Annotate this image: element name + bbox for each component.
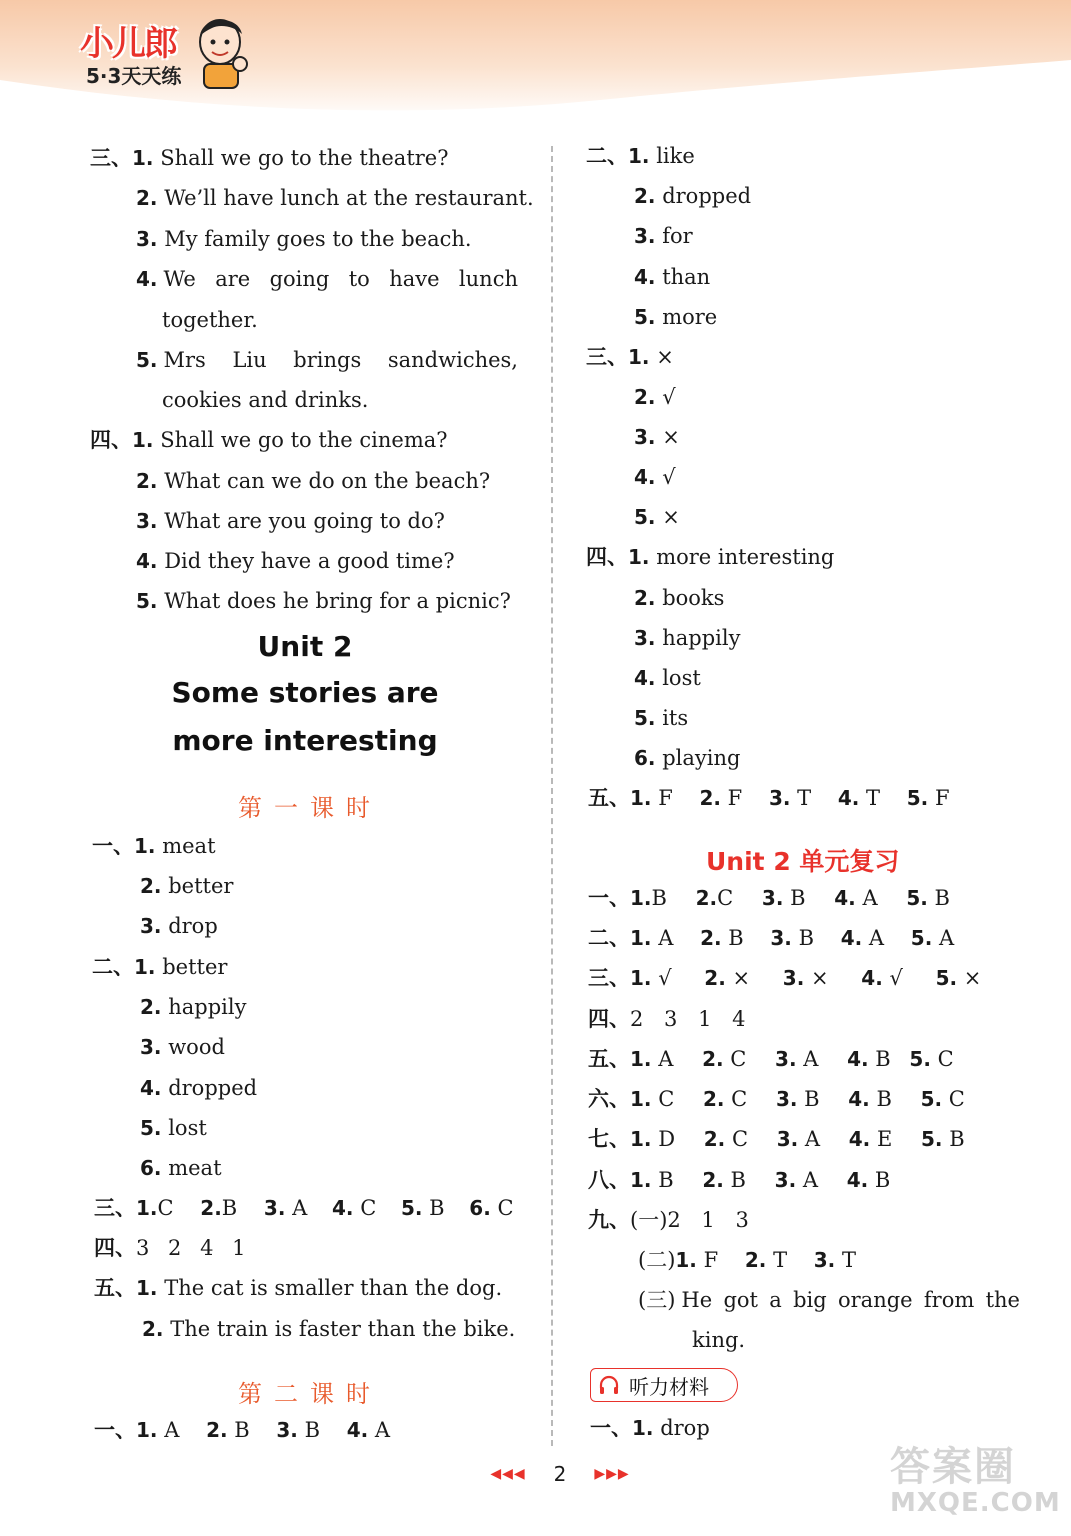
listen-s1-item-1: 一、1. drop — [590, 1416, 710, 1440]
mascot-icon — [190, 12, 254, 92]
r-s2-item-2: 2. dropped — [634, 184, 752, 208]
logo-subtitle: 5·3天天练 — [86, 64, 182, 88]
left-s3-item-1: 三、1. Shall we go to the theatre? — [90, 146, 449, 170]
watermark-url: MXQE.COM — [890, 1488, 1061, 1518]
unit-review-title: Unit 2 单元复习 — [706, 847, 900, 876]
left-s4-item-2: 2. What can we do on the beach? — [136, 469, 491, 493]
r-s2-item-3: 3. for — [634, 224, 693, 248]
r-s3-item-2: 2. √ — [634, 385, 676, 409]
l1-s2-item-3: 3. wood — [140, 1035, 225, 1059]
listening-material-label: 听力材料 — [629, 1374, 709, 1399]
review-1-row: 一、1.B 2.C 3. B 4. A 5. B — [588, 886, 950, 910]
r-s4-item-6: 6. playing — [634, 746, 741, 770]
review-5-row: 五、1. A 2. C 3. A 4. B 5. C — [588, 1047, 954, 1071]
left-s4-item-5: 5. What does he bring for a picnic? — [136, 589, 511, 613]
review-3-row: 三、1. √ 2. × 3. × 4. √ 5. × — [588, 966, 982, 990]
page-number: 2 — [553, 1462, 567, 1486]
left-s3-item-2: 2. We’ll have lunch at the restaurant. — [136, 186, 534, 210]
page-footer — [470, 1462, 650, 1486]
l1-s1-item-2: 2. better — [140, 874, 234, 898]
review-4-row: 四、2 3 1 4 — [588, 1007, 746, 1031]
review-7-row: 七、1. D 2. C 3. A 4. E 5. B — [588, 1127, 965, 1151]
review-2-row: 二、1. A 2. B 3. B 4. A 5. A — [588, 926, 955, 950]
l1-s4-row: 四、3 2 4 1 — [94, 1236, 246, 1260]
r-s2-item-5: 5. more — [634, 305, 718, 329]
r-s3-item-3: 3. × — [634, 425, 680, 449]
review-9-part-2: (二)1. F 2. T 3. T — [638, 1248, 856, 1272]
l1-s1-item-1: 一、1. meat — [92, 834, 216, 858]
r-s3-item-4: 4. √ — [634, 465, 676, 489]
review-6-row: 六、1. C 2. C 3. B 4. B 5. C — [588, 1087, 965, 1111]
left-s3-item-4: 4. We are going to have lunch — [136, 267, 518, 291]
r-s4-item-1: 四、1. more interesting — [586, 545, 835, 569]
left-s3-item-5: 5. Mrs Liu brings sandwiches, — [136, 348, 518, 372]
watermark — [890, 1435, 1061, 1518]
left-s3-item-4-cont: together. — [162, 308, 258, 332]
listening-material-badge — [590, 1368, 738, 1402]
r-s5-row: 五、1. F 2. F 3. T 4. T 5. F — [588, 786, 950, 810]
footer-left-arrows: ◀◀◀ — [490, 1466, 526, 1482]
l2-s1-row: 一、1. A 2. B 3. B 4. A — [94, 1418, 391, 1442]
l1-s1-item-3: 3. drop — [140, 914, 218, 938]
r-s2-item-4: 4. than — [634, 265, 711, 289]
footer-right-arrows: ▶▶▶ — [594, 1466, 630, 1482]
l1-s5-item-1: 五、1. The cat is smaller than the dog. — [94, 1276, 503, 1300]
left-s3-item-5-cont: cookies and drinks. — [162, 388, 369, 412]
lesson-2-title: 第二课时 — [238, 1380, 382, 1408]
unit-title-line-3: more interesting — [172, 724, 438, 757]
review-9-part-3: (三) He got a big orange from the — [638, 1288, 1020, 1312]
logo: 小儿郎 — [80, 24, 176, 64]
left-s4-item-3: 3. What are you going to do? — [136, 509, 445, 533]
l1-s2-item-4: 4. dropped — [140, 1076, 258, 1100]
unit-title-line-1: Unit 2 — [257, 630, 353, 663]
r-s4-item-4: 4. lost — [634, 666, 701, 690]
l1-s2-item-1: 二、1. better — [92, 955, 228, 979]
r-s3-item-1: 三、1. × — [586, 345, 674, 369]
review-8-row: 八、1. B 2. B 3. A 4. B — [588, 1168, 891, 1192]
l1-s3-row: 三、1.C 2.B 3. A 4. C 5. B 6. C — [94, 1196, 514, 1220]
r-s4-item-2: 2. books — [634, 586, 725, 610]
left-s4-item-1: 四、1. Shall we go to the cinema? — [90, 428, 448, 452]
column-divider — [551, 146, 553, 1446]
l1-s5-item-2: 2. The train is faster than the bike. — [142, 1317, 516, 1341]
unit-title-line-2: Some stories are — [171, 676, 439, 709]
r-s4-item-5: 5. its — [634, 706, 689, 730]
r-s4-item-3: 3. happily — [634, 626, 741, 650]
lesson-1-title: 第一课时 — [238, 794, 382, 822]
left-s4-item-4: 4. Did they have a good time? — [136, 549, 455, 573]
review-9-part-3-cont: king. — [692, 1328, 746, 1352]
r-s3-item-5: 5. × — [634, 505, 680, 529]
l1-s2-item-2: 2. happily — [140, 995, 247, 1019]
left-s3-item-3: 3. My family goes to the beach. — [136, 227, 472, 251]
headphones-icon — [597, 1373, 621, 1397]
watermark-text: 答案圈 — [890, 1444, 1016, 1490]
l1-s2-item-5: 5. lost — [140, 1116, 207, 1140]
l1-s2-item-6: 6. meat — [140, 1156, 222, 1180]
r-s2-item-1: 二、1. like — [586, 144, 695, 168]
review-9-part-1: 九、(一)2 1 3 — [588, 1208, 749, 1232]
